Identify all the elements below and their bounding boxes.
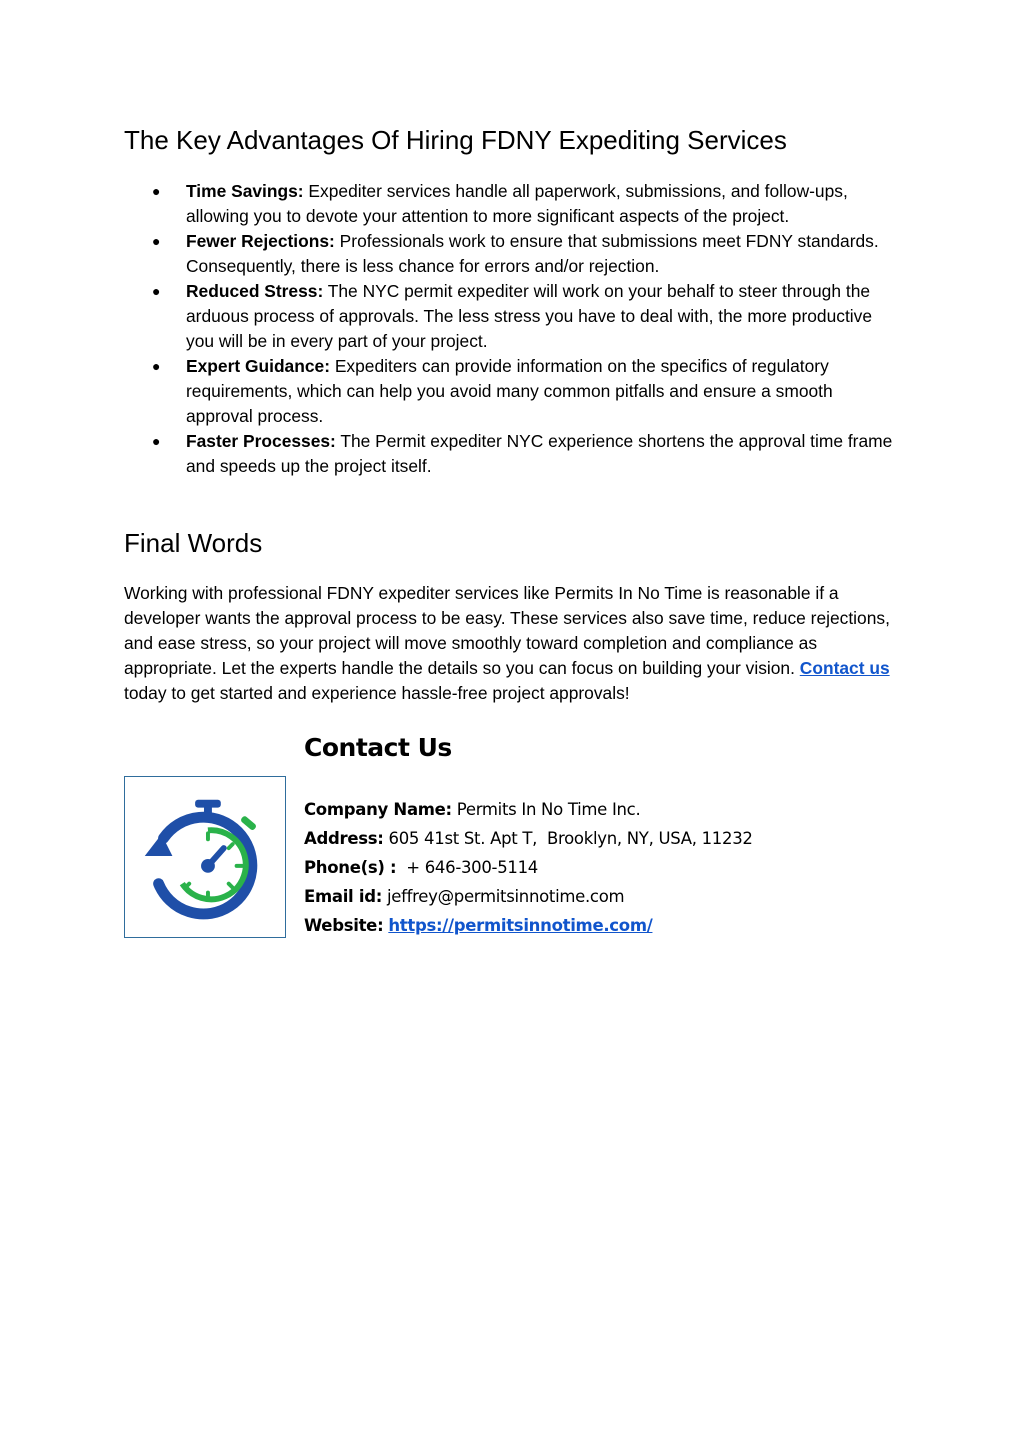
advantages-list [124, 179, 904, 479]
website-row [304, 911, 904, 940]
stopwatch-icon [125, 777, 285, 937]
website-link[interactable]: https://permitsinnotime.com/ [388, 916, 653, 935]
list-item [124, 279, 904, 354]
bullet-icon: ● [152, 433, 161, 449]
bullet-icon: ● [152, 183, 161, 199]
company-name-row [304, 795, 904, 824]
final-words-heading: Final Words [124, 528, 263, 558]
contact-details [304, 795, 904, 940]
list-item [124, 354, 904, 429]
address-value: 605 41st St. Apt T, Brooklyn, NY, USA, 11232 [383, 829, 753, 848]
email-row [304, 882, 904, 911]
final-words-text: Working with professional FDNY expediter services like Permits In No Time is reasonable if a developer wants the approval process to be easy. These services also save time, reduce rejections, and ease stress, so your project will move smoothly toward completion and compliance as appropriate. Let the experts handle the details so you can focus on building your vision. [124, 583, 890, 678]
advantage-term: Reduced Stress: [186, 281, 324, 301]
list-item [124, 429, 904, 479]
company-logo [124, 776, 286, 938]
bullet-icon: ● [152, 233, 161, 249]
advantage-text: Expediters can provide information on the specifics of regulatory requirements, which can help you avoid many common pitfalls and ensure a smooth approval process. [186, 356, 833, 426]
advantage-term: Faster Processes: [186, 431, 336, 451]
phone-label: Phone(s) : [304, 858, 397, 877]
advantage-text: Expediter services handle all paperwork, submissions, and follow-ups, allowing you to devote your attention to more significant aspects of the project. [186, 181, 848, 226]
advantage-term: Time Savings: [186, 181, 304, 201]
advantage-text: The Permit expediter NYC experience shortens the approval time frame and speeds up the project itself. [186, 431, 893, 476]
final-words-paragraph [124, 581, 904, 706]
list-item [124, 179, 904, 229]
phone-row [304, 853, 904, 882]
address-row [304, 824, 904, 853]
contact-heading: Contact Us [304, 733, 452, 762]
advantage-term: Fewer Rejections: [186, 231, 335, 251]
bullet-icon: ● [152, 358, 161, 374]
advantage-text: Professionals work to ensure that submissions meet FDNY standards. Consequently, there is less chance for errors and/or rejection. [186, 231, 879, 276]
email-label: Email id: [304, 887, 383, 906]
website-label: Website: [304, 916, 384, 935]
phone-value: + 646-300-5114 [396, 858, 539, 877]
company-name-label: Company Name: [304, 800, 452, 819]
address-label: Address: [304, 829, 384, 848]
contact-us-link[interactable]: Contact us [799, 658, 890, 678]
bullet-icon: ● [152, 283, 161, 299]
advantages-heading: The Key Advantages Of Hiring FDNY Expediting Services [124, 125, 787, 155]
list-item [124, 229, 904, 279]
company-name-value: Permits In No Time Inc. [451, 800, 641, 819]
email-value: jeffrey@permitsinnotime.com [382, 887, 625, 906]
advantage-text: The NYC permit expediter will work on your behalf to steer through the arduous process of approvals. The less stress you have to deal with, the more productive you will be in every part of your project. [186, 281, 873, 351]
advantage-term: Expert Guidance: [186, 356, 330, 376]
final-words-text-end: today to get started and experience hassle-free project approvals! [124, 683, 630, 703]
